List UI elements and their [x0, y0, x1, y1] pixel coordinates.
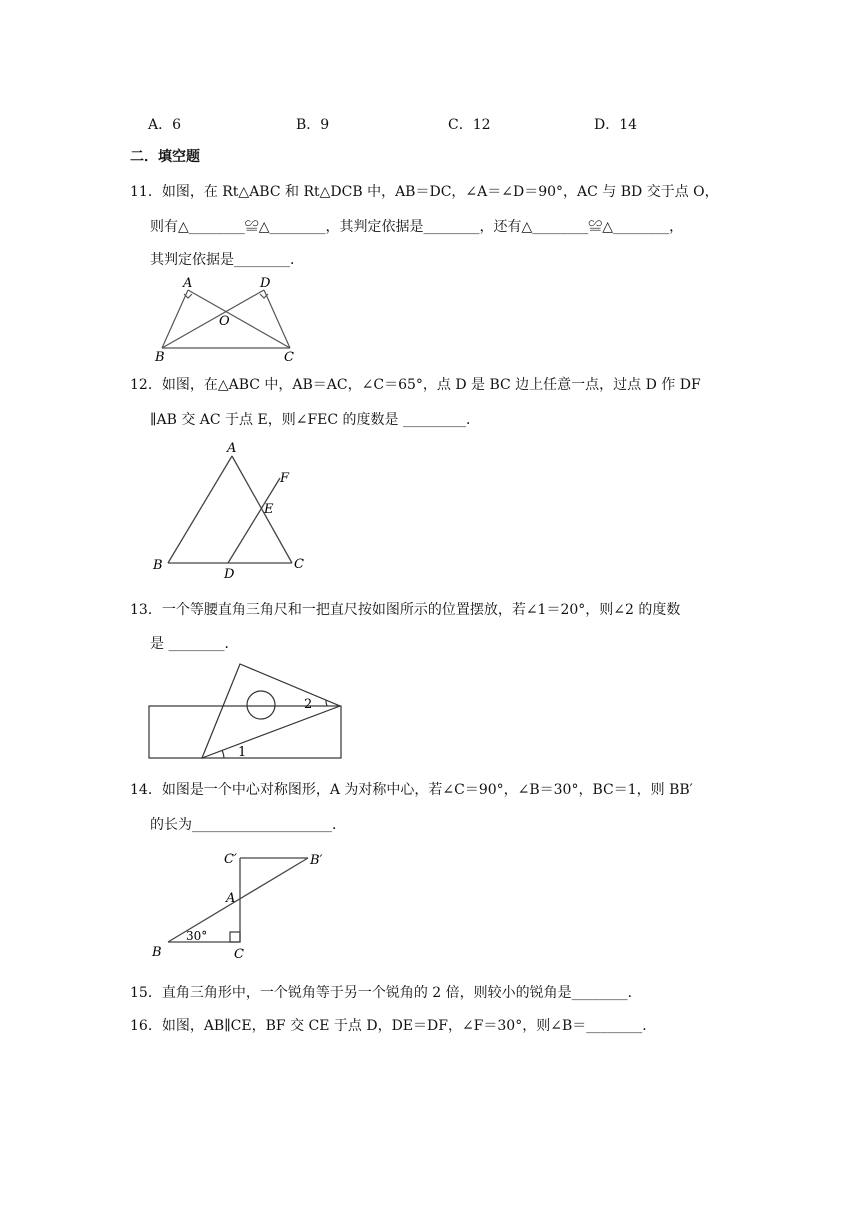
q11-line1: 11．如图，在 Rt△ABC 和 Rt△DCB 中，AB＝DC，∠A＝∠D＝90°，AC 与 BD 交于点 O，	[130, 184, 719, 200]
q12-line1: 12．如图，在△ABC 中，AB＝AC，∠C＝65°，点 D 是 BC 边上任意一点，过点 D 作 DF	[130, 377, 701, 393]
q11-line3: 其判定依据是________．	[150, 252, 304, 268]
q13-line1: 13．一个等腰直角三角尺和一把直尺按如图所示的位置摆放，若∠1＝20°，则∠2 的度数	[130, 602, 681, 618]
section-title: 二．填空题	[130, 149, 200, 165]
q13-angle-2-label: 2	[304, 697, 313, 712]
q14-angle-label: 30°	[186, 929, 208, 943]
q15-line1: 15．直角三角形中，一个锐角等于另一个锐角的 2 倍，则较小的锐角是________．	[130, 985, 642, 1001]
q11-figure	[150, 272, 310, 364]
q12-label-a: A	[227, 441, 237, 456]
q14-label-b-prime: B′	[310, 853, 323, 868]
option-d: D．14	[594, 117, 638, 133]
q14-figure	[148, 844, 338, 962]
q12-label-d: D	[224, 567, 235, 581]
q16-line1: 16．如图，AB∥CE，BF 交 CE 于点 D，DE＝DF，∠F＝30°，则∠B＝________．	[130, 1018, 657, 1034]
q12-label-b: B	[153, 558, 163, 573]
q14-label-c-prime: C′	[224, 852, 237, 867]
q11-line2: 则有△________≌△________，其判定依据是________，还有△________≌△________，	[150, 219, 684, 235]
option-c: C．12	[448, 117, 491, 133]
set-square	[202, 664, 340, 758]
q12-label-e: E	[264, 502, 274, 517]
q14-label-a: A	[226, 891, 236, 906]
q11-label-a: A	[183, 276, 193, 291]
option-a: A．6	[148, 117, 182, 133]
q11-label-b: B	[155, 350, 165, 364]
q14-label-b: B	[152, 945, 162, 960]
q13-figure	[146, 660, 346, 762]
q13-angle-1-label: 1	[238, 745, 247, 760]
q14-line2: 的长为____________________．	[150, 817, 346, 833]
q12-label-c: C	[294, 557, 304, 572]
q11-label-o: O	[219, 314, 230, 329]
q12-label-f: F	[280, 471, 290, 486]
option-b: B．9	[296, 117, 330, 133]
q12-figure	[148, 436, 318, 581]
q14-label-c: C	[234, 947, 244, 962]
q11-label-d: D	[260, 276, 271, 291]
q12-line2: ∥AB 交 AC 于点 E，则∠FEC 的度数是 _________．	[150, 412, 480, 428]
q14-line1: 14．如图是一个中心对称图形，A 为对称中心，若∠C＝90°，∠B＝30°，BC＝1，则 BB′	[130, 782, 693, 798]
q13-line2: 是 ________．	[150, 636, 239, 652]
q11-label-c: C	[284, 350, 294, 364]
